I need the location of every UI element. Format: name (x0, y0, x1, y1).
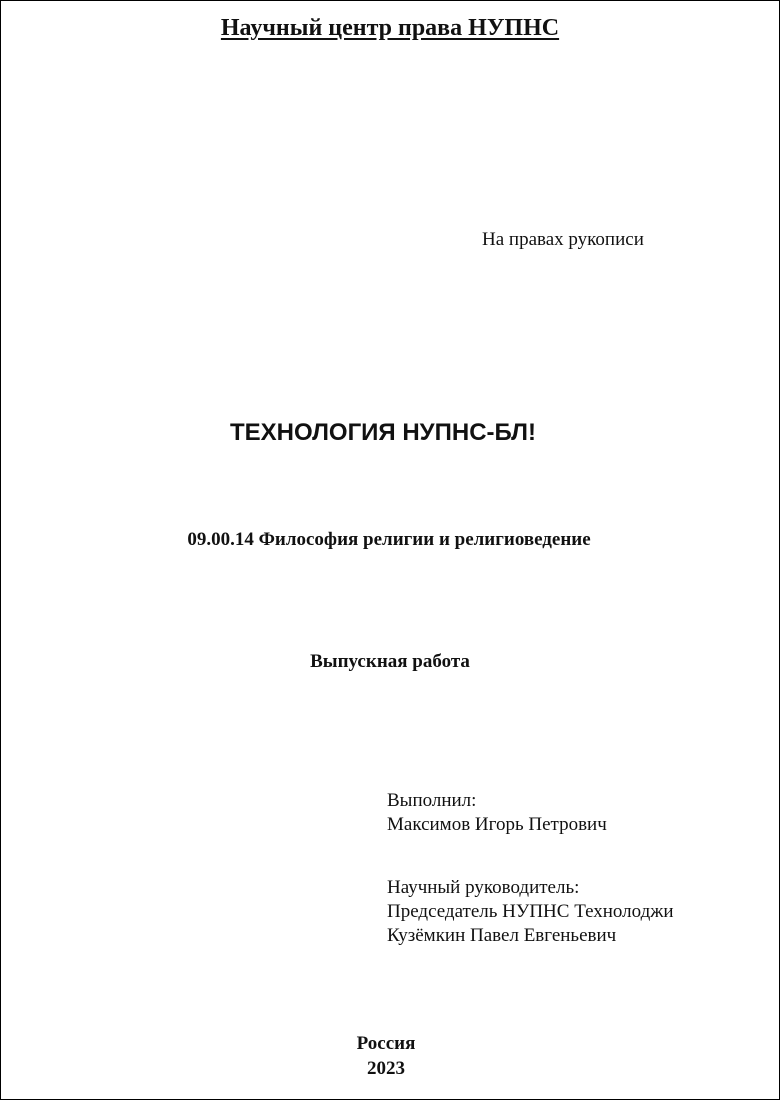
organization-header: Научный центр права НУПНС (220, 15, 560, 41)
work-type: Выпускная работа (310, 651, 470, 672)
supervisor-position: Председатель НУПНС Технолоджи (387, 901, 674, 922)
supervisor-name: Кузёмкин Павел Евгеньевич (387, 925, 617, 946)
author-label: Выполнил: (387, 790, 477, 811)
supervisor-block (387, 876, 674, 948)
footer (1, 1031, 779, 1081)
specialty-code: 09.00.14 Философия религии и религиоведение (187, 529, 591, 550)
author-name: Максимов Игорь Петрович (387, 814, 607, 835)
footer-country: Россия (356, 1033, 416, 1054)
author-block (387, 789, 607, 837)
document-title: ТЕХНОЛОГИЯ НУПНС-БЛ! (229, 419, 536, 446)
supervisor-label: Научный руководитель: (387, 877, 580, 898)
manuscript-rights-note: На правах рукописи (482, 229, 644, 250)
footer-year: 2023 (367, 1058, 405, 1079)
